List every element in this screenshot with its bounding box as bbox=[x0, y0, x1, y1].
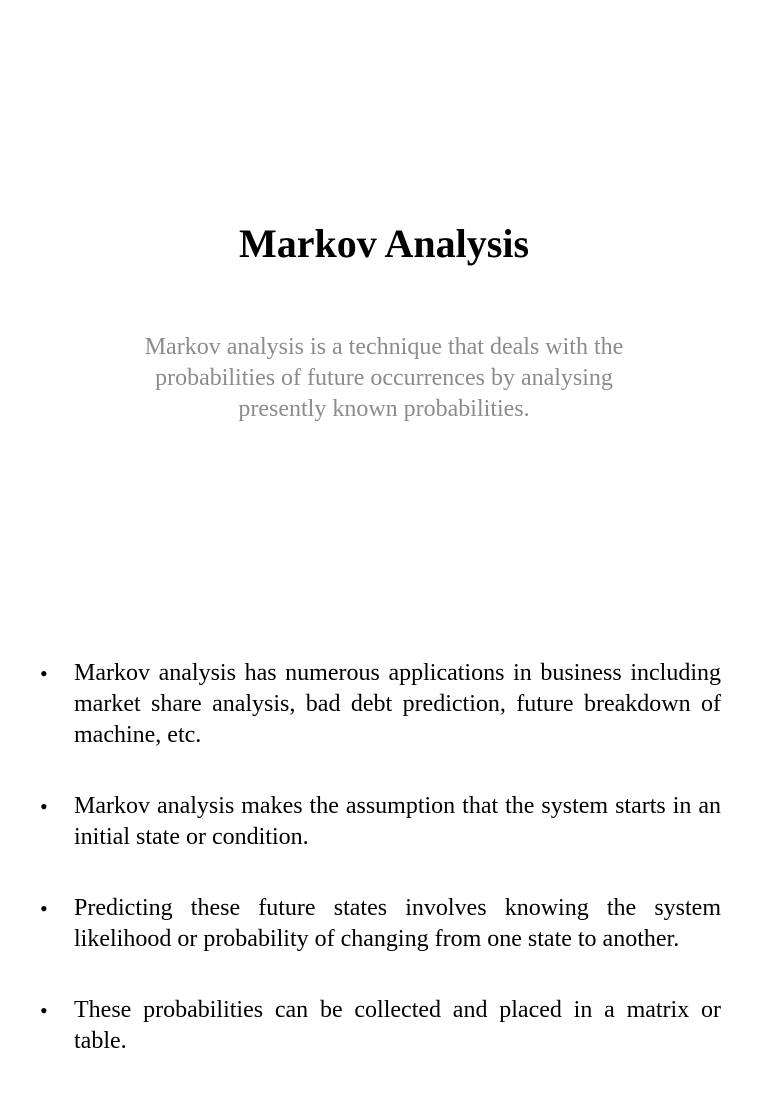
bullet-text: Predicting these future states involves knowing the system likelihood or probability of changing from one state to another. bbox=[74, 895, 721, 952]
bullet-item bbox=[40, 791, 721, 853]
bullet-dot-icon: • bbox=[40, 661, 48, 686]
bullet-dot-icon: • bbox=[40, 794, 48, 819]
bullet-text: Markov analysis has numerous applications in business including market share analysis, bad debt prediction, future breakdown of machine, etc. bbox=[74, 660, 721, 748]
bullet-text: These probabilities can be collected and placed in a matrix or table. bbox=[74, 997, 721, 1054]
bullet-item bbox=[40, 893, 721, 955]
bullet-list bbox=[40, 658, 721, 1097]
bullet-dot-icon: • bbox=[40, 896, 48, 921]
bullet-item bbox=[40, 658, 721, 751]
bullet-dot-icon: • bbox=[40, 998, 48, 1023]
bullet-slide bbox=[0, 600, 768, 1054]
bullet-text: Markov analysis makes the assumption that the system starts in an initial state or condition. bbox=[74, 793, 721, 850]
slide-subtitle: Markov analysis is a technique that deals with the probabilities of future occurrences by analysing presently known probabilities. bbox=[144, 334, 624, 422]
bullet-item bbox=[40, 995, 721, 1057]
slide-title: Markov Analysis bbox=[238, 221, 530, 266]
